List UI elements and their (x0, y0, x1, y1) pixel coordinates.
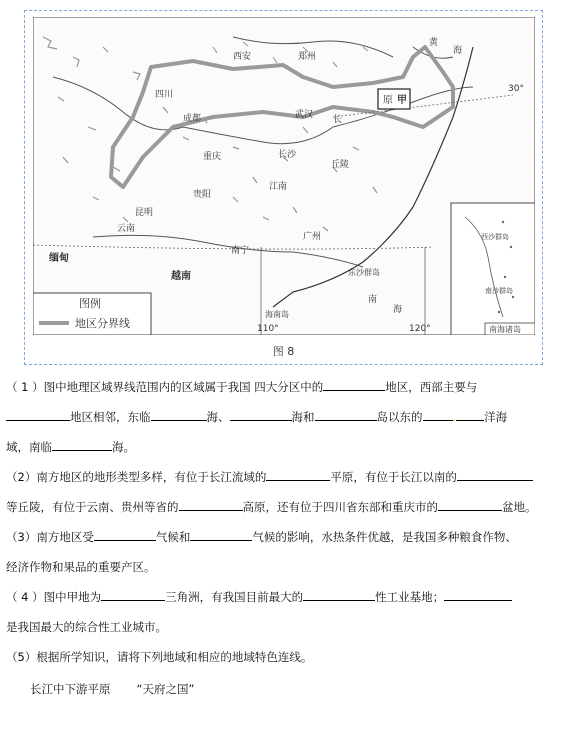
question-4-line-2 (6, 614, 565, 641)
q2-blank-plain[interactable] (266, 467, 330, 481)
river-label-huang: 黄 (429, 38, 439, 48)
map-label-jia: 甲 (397, 95, 407, 106)
q1-text-e: 海和 (291, 410, 315, 424)
city-label-chengdu: 成都 (183, 114, 202, 124)
sea-label-hai: 海 (453, 46, 463, 56)
question-2-line-2 (6, 494, 565, 521)
question-4-line-1 (6, 584, 565, 611)
map-figure-frame (24, 10, 543, 365)
q1-blank-south-sea[interactable] (52, 437, 112, 451)
question-3-line-2 (6, 554, 565, 581)
question-2-line-1 (6, 464, 565, 491)
figure-caption: 图 8 (272, 345, 295, 358)
q1-blank-ocean-a[interactable] (423, 407, 453, 421)
inset-label-xisha: 西沙群岛 (481, 233, 509, 241)
q1-text-f: 岛以东的 (376, 410, 423, 424)
q1-text-h: 域，南临 (6, 440, 52, 454)
city-label-kunming: 昆明 (135, 208, 154, 218)
q3-blank-climate-1[interactable] (94, 527, 156, 541)
q4-blank-industry[interactable] (303, 587, 375, 601)
q5-text: （5）根据所学知识，请将下列地域和相应的地域特色连线。 (6, 650, 313, 664)
q3-text-d: 经济作物和果品的重要产区。 (6, 560, 156, 574)
q3-text-b: 气候和 (155, 530, 191, 544)
legend-title: 图例 (79, 297, 101, 310)
inset-title: 南海诸岛 (489, 325, 521, 334)
city-label-chongqing: 重庆 (203, 152, 222, 162)
question-1-line-3 (6, 434, 565, 461)
q1-text-i: 海。 (112, 440, 135, 454)
q3-text-a: （3）南方地区受 (6, 530, 94, 544)
lon-110-label: 110° (257, 324, 279, 334)
city-label-guiyang: 贵阳 (193, 190, 212, 200)
map-label-yuan: 原 (383, 95, 393, 106)
q1-text-d: 海、 (206, 410, 230, 424)
q1-text-c: 地区相邻，东临 (70, 410, 151, 424)
q1-blank-region[interactable] (323, 377, 385, 391)
q3-text-c: 气候的影响，水热条件优越，是我国多种粮食作物、 (252, 530, 517, 544)
sea-label-hai-2: 海 (393, 305, 403, 315)
q2-blank-plateau[interactable] (179, 497, 243, 511)
southern-china-map (33, 17, 535, 335)
question-5-line-1 (6, 644, 565, 671)
q4-text-a: （ 4 ）图中甲地为 (6, 590, 102, 604)
q1-text-g: 洋海 (484, 410, 508, 424)
country-label-yuenan: 越南 (171, 271, 191, 282)
q2-text-e: 盆地。 (502, 500, 537, 514)
city-label-guangzhou: 广州 (303, 232, 322, 242)
island-label-hainan: 海南岛 (265, 310, 289, 319)
q1-blank-island[interactable] (315, 407, 377, 421)
city-label-xian: 西安 (233, 52, 252, 62)
q3-blank-climate-2[interactable] (190, 527, 252, 541)
city-label-nanning: 南宁 (231, 246, 250, 256)
inset-box (451, 203, 535, 335)
region-label-qiuling: 丘陵 (331, 160, 350, 170)
sea-label-nan: 南 (368, 295, 378, 305)
inset-label-nansha: 南沙群岛 (485, 287, 513, 295)
region-label-jiangnan: 江南 (269, 182, 288, 192)
lat-30-label: 30° (508, 84, 524, 94)
q1-dot-mark: . (452, 410, 457, 424)
q4-text-d: 是我国最大的综合性工业城市。 (6, 620, 167, 634)
q4-blank-delta[interactable] (101, 587, 165, 601)
question-1-line-1 (6, 374, 565, 401)
question-1-line-2 (6, 404, 565, 431)
q1-text-b: 地区，西部主要与 (385, 380, 478, 394)
legend-item-label: 地区分界线 (75, 317, 130, 330)
region-label-sichuan: 四川 (155, 90, 174, 100)
country-label-miandian: 缅甸 (49, 253, 69, 264)
city-label-wuhan: 武汉 (295, 110, 314, 120)
question-3-line-1 (6, 524, 565, 551)
q2-text-c: 等丘陵，有位于云南、贵州等省的 (6, 500, 179, 514)
q1-blank-sea-1[interactable] (151, 407, 207, 421)
q4-blank-city[interactable] (444, 587, 512, 601)
region-label-yunnan: 云南 (117, 224, 136, 234)
q2-text-d: 高原，还有位于四川省东部和重庆市的 (242, 500, 438, 514)
river-label-chang: 长 (333, 115, 343, 125)
q5-left-item[interactable]: 长江中下游平原 (30, 682, 111, 696)
q4-text-c: 性工业基地； (375, 590, 445, 604)
q2-blank-basin[interactable] (438, 497, 502, 511)
q5-right-item[interactable]: “天府之国” (136, 682, 195, 696)
q1-blank-ocean-b[interactable] (456, 407, 484, 421)
city-label-zhengzhou: 郑州 (298, 52, 317, 62)
lon-120-label: 120° (409, 324, 431, 334)
question-5-match-row (6, 676, 565, 703)
q4-text-b: 三角洲，有我国目前最大的 (165, 590, 304, 604)
city-label-changsha: 长沙 (278, 150, 297, 160)
q2-text-a: （2）南方地区的地形类型多样，有位于长江流域的 (6, 470, 267, 484)
q2-blank-hills[interactable] (457, 467, 533, 481)
q1-blank-west-neighbor[interactable] (6, 407, 70, 421)
q1-text-a: （ 1 ）图中地理区域界线范围内的区域属于我国 四大分区中的 (6, 380, 324, 394)
q2-text-b: 平原，有位于长江以南的 (330, 470, 457, 484)
island-label-dongsha: 东沙群岛 (348, 268, 380, 277)
q1-blank-sea-2[interactable] (230, 407, 292, 421)
